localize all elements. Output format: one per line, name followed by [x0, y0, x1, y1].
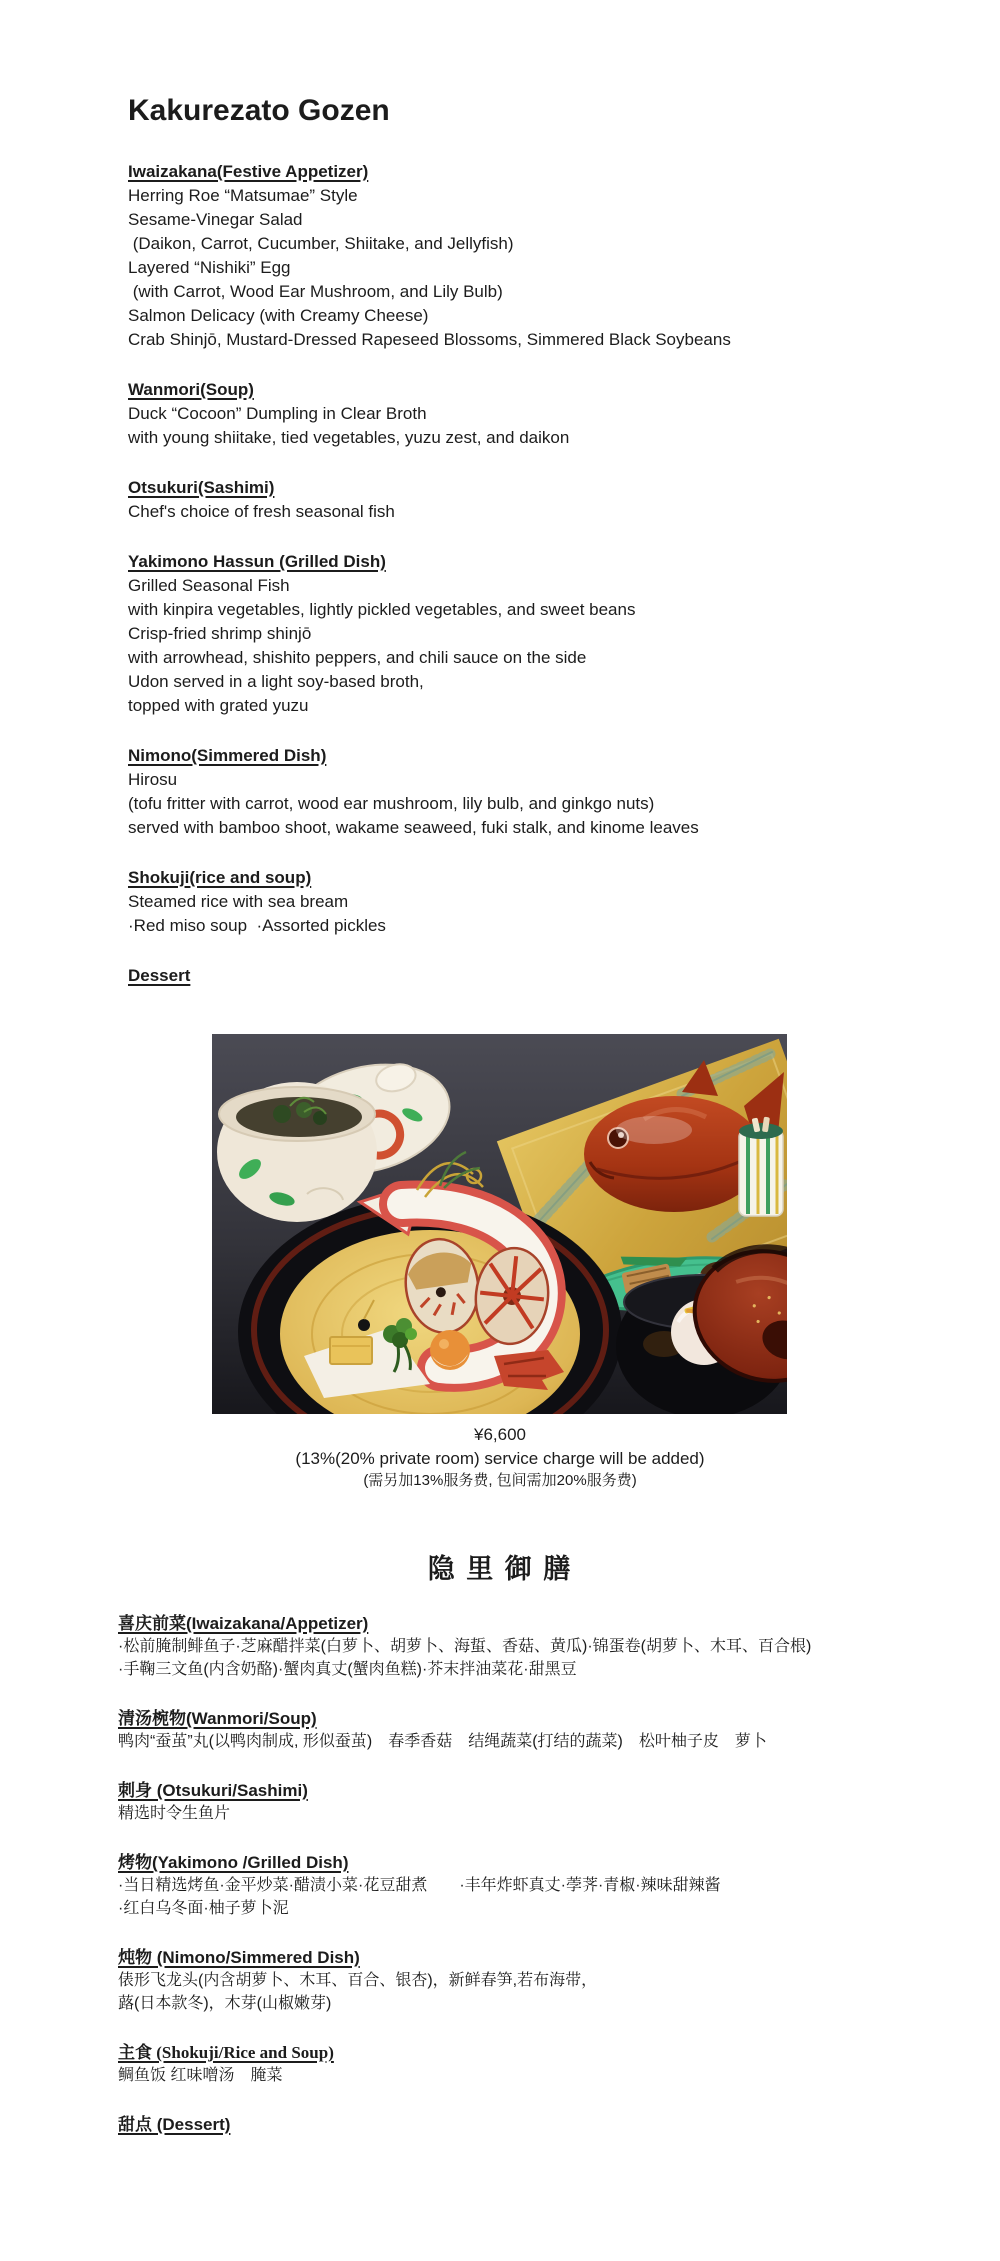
menu-line: Crisp-fried shrimp shinjō — [128, 624, 312, 643]
menu-line: 蕗(日本款冬)，木芽(山椒嫩芽) — [118, 1995, 332, 2012]
section-heading — [118, 2041, 940, 2064]
menu-line: Steamed rice with sea bream — [128, 892, 349, 911]
menu-line: Hirosu — [128, 770, 178, 789]
section-heading — [118, 1851, 940, 1874]
menu-section-rice-zh — [118, 2041, 940, 2087]
white-bowl — [217, 1082, 377, 1222]
section-heading-text: Wanmori(Soup) — [128, 380, 254, 399]
menu-section-soup-zh — [118, 1707, 940, 1753]
service-charge-note-zh: (需另加13%服务费, 包间需加20%服务费) — [363, 1472, 637, 1489]
menu-section-nimono — [128, 744, 940, 840]
section-heading-text: Yakimono Hassun (Grilled Dish) — [128, 552, 386, 571]
menu-line: 俵形飞龙头(内含胡萝卜、木耳、百合、银杏)，新鲜春笋,若布海带， — [118, 1972, 598, 1989]
section-heading — [118, 1779, 940, 1802]
menu-section-wanmori — [128, 378, 940, 450]
menu-section-dessert — [128, 964, 940, 988]
menu-section-simmered-zh — [118, 1946, 940, 2015]
section-heading-text: 甜点 (Dessert) — [118, 2115, 231, 2134]
menu-section-otsukuri — [128, 476, 940, 524]
menu-section-sashimi-zh — [118, 1779, 940, 1825]
dish-photo — [212, 1034, 787, 1414]
english-menu — [0, 0, 1000, 988]
menu-line: Crab Shinjō, Mustard-Dressed Rapeseed Blossoms, Simmered Black Soybeans — [128, 330, 731, 349]
section-heading — [128, 476, 940, 500]
section-heading-text: Otsukuri(Sashimi) — [128, 478, 275, 497]
section-heading-text: 主食 — [118, 2043, 152, 2062]
menu-line: ·Red miso soup ·Assorted pickles — [128, 916, 386, 935]
menu-line: with arrowhead, shishito peppers, and chili sauce on the side — [128, 648, 587, 667]
section-heading — [128, 160, 940, 184]
section-heading — [118, 1707, 940, 1730]
chinese-menu — [0, 1586, 1000, 2136]
section-heading — [128, 964, 940, 988]
price-amount: ¥6,600 — [474, 1425, 526, 1444]
menu-line: (with Carrot, Wood Ear Mushroom, and Lily Bulb) — [128, 282, 503, 301]
menu-section-grilled-zh — [118, 1851, 940, 1920]
menu-line: with young shiitake, tied vegetables, yuzu zest, and daikon — [128, 428, 570, 447]
menu-section-shokuji — [128, 866, 940, 938]
menu-line: 鸭肉“蚕茧”丸(以鸭肉制成, 形似蚕茧) 春季香菇 结绳蔬菜(打结的蔬菜) 松叶柚子皮 萝卜 — [118, 1733, 767, 1750]
service-charge-note-en: (13%(20% private room) service charge will be added) — [295, 1449, 705, 1468]
section-heading — [128, 378, 940, 402]
menu-line: topped with grated yuzu — [128, 696, 309, 715]
menu-section-dessert-zh — [118, 2113, 940, 2136]
menu-line: Duck “Cocoon” Dumpling in Clear Broth — [128, 404, 427, 423]
menu-line: Herring Roe “Matsumae” Style — [128, 186, 358, 205]
menu-line: Grilled Seasonal Fish — [128, 576, 290, 595]
menu-line: ·松前腌制鲱鱼子·芝麻醋拌菜(白萝卜、胡萝卜、海蜇、香菇、黄瓜)·锦蛋卷(胡萝卜、木耳、百合根) — [118, 1638, 812, 1655]
section-heading-text: Nimono(Simmered Dish) — [128, 746, 327, 765]
section-heading-text: 炖物 (Nimono/Simmered Dish) — [118, 1948, 360, 1967]
menu-line: Layered “Nishiki” Egg — [128, 258, 291, 277]
page-title: Kakurezato Gozen — [128, 94, 390, 127]
menu-line: (tofu fritter with carrot, wood ear mushroom, lily bulb, and ginkgo nuts) — [128, 794, 655, 813]
menu-line: ·当日精选烤鱼·金平炒菜·醋渍小菜·花豆甜煮 ·丰年炸虾真丈·荸荠·青椒·辣味甜辣酱 — [118, 1877, 721, 1894]
section-heading-text: 刺身 (Otsukuri/Sashimi) — [118, 1781, 308, 1800]
menu-line: Sesame-Vinegar Salad — [128, 210, 303, 229]
chinese-menu-title: 隐 里 御 膳 — [427, 1554, 573, 1584]
section-heading — [118, 1612, 940, 1635]
section-heading-text: 烤物(Yakimono /Grilled Dish) — [118, 1853, 349, 1872]
menu-line: (Daikon, Carrot, Cucumber, Shiitake, and Jellyfish) — [128, 234, 514, 253]
section-heading-text: Iwaizakana(Festive Appetizer) — [128, 162, 369, 181]
section-heading — [128, 866, 940, 890]
menu-section-yakimono — [128, 550, 940, 718]
section-heading — [118, 2113, 940, 2136]
menu-line: with kinpira vegetables, lightly pickled vegetables, and sweet beans — [128, 600, 636, 619]
menu-line: Udon served in a light soy-based broth, — [128, 672, 424, 691]
section-heading — [128, 550, 940, 574]
section-heading — [118, 1946, 940, 1969]
section-heading-text: 清汤椀物(Wanmori/Soup) — [118, 1709, 317, 1728]
menu-line: served with bamboo shoot, wakame seaweed, fuki stalk, and kinome leaves — [128, 818, 699, 837]
menu-line: Salmon Delicacy (with Creamy Cheese) — [128, 306, 429, 325]
section-heading-text: Shokuji(rice and soup) — [128, 868, 312, 887]
menu-line: 鲷鱼饭 红味噌汤 腌菜 — [118, 2067, 283, 2084]
section-heading-text: 喜庆前菜(Iwaizakana/Appetizer) — [118, 1614, 369, 1633]
menu-section-iwaizakana — [128, 160, 940, 352]
menu-line: 精选时令生鱼片 — [118, 1805, 231, 1822]
menu-line: Chef's choice of fresh seasonal fish — [128, 502, 395, 521]
striped-cup — [739, 1117, 783, 1216]
section-heading — [128, 744, 940, 768]
section-heading-latin: (Shokuji/Rice and Soup) — [152, 2043, 334, 2062]
menu-line: ·手鞠三文鱼(内含奶酪)·蟹肉真丈(蟹肉鱼糕)·芥末拌油菜花·甜黑豆 — [118, 1661, 577, 1678]
section-heading-text: Dessert — [128, 966, 191, 985]
menu-line: ·红白乌冬面·柚子萝卜泥 — [118, 1900, 289, 1917]
menu-section-appetizer-zh — [118, 1612, 940, 1681]
